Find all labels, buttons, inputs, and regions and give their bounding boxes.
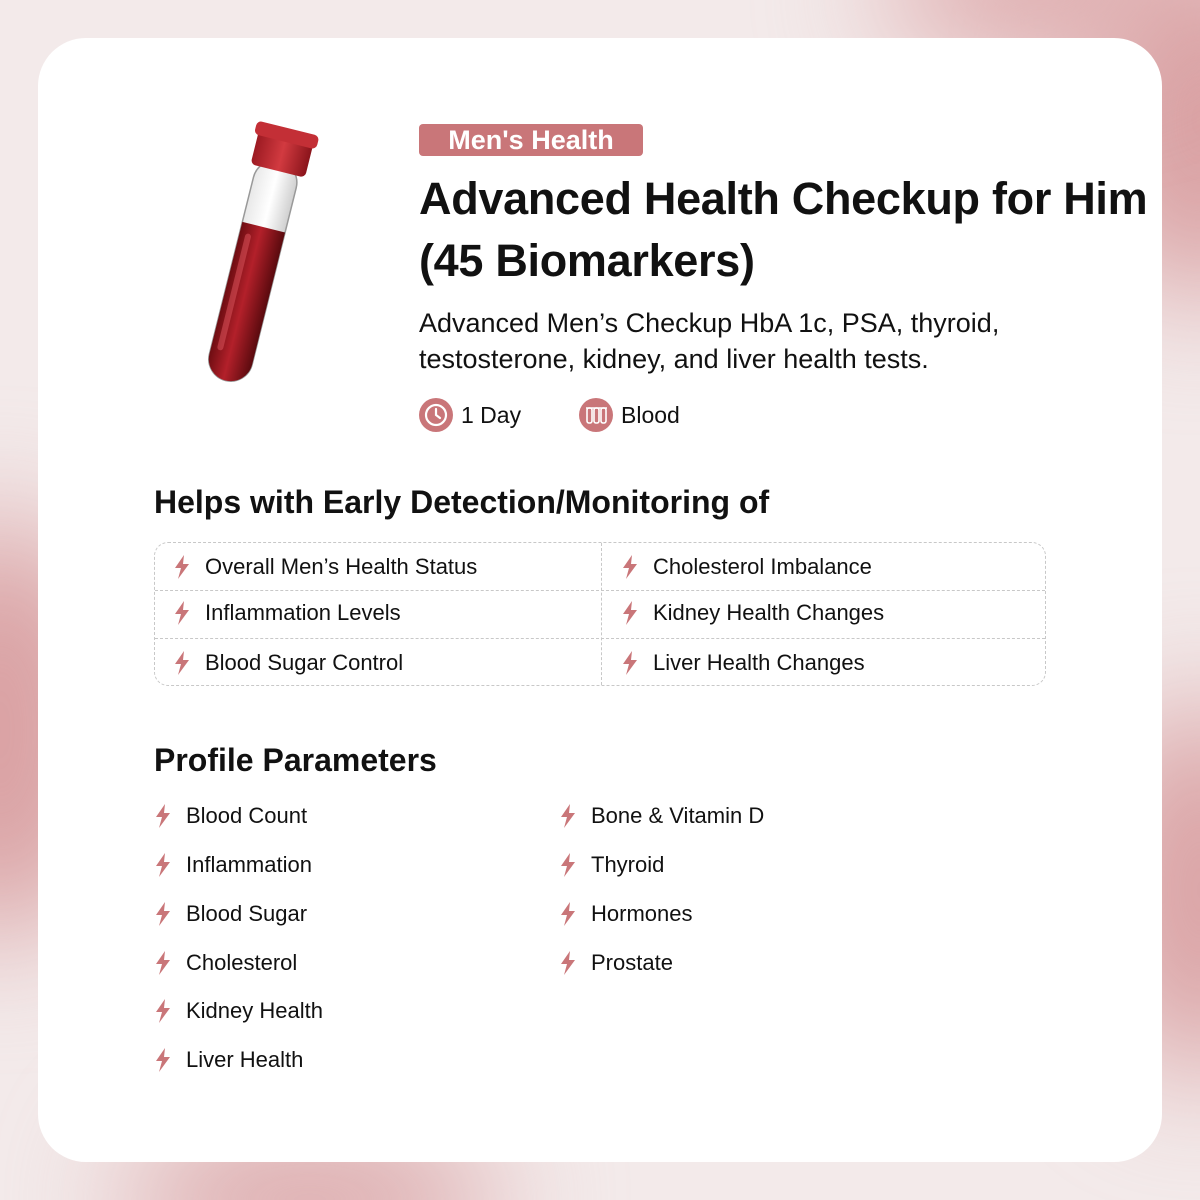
- category-badge: Men's Health: [419, 124, 643, 156]
- profile-parameter: Thyroid: [559, 849, 664, 881]
- profile-parameter: Bone & Vitamin D: [559, 800, 764, 832]
- product-title: [419, 168, 1159, 292]
- profile-parameter: Hormones: [559, 898, 692, 930]
- profile-parameter: Blood Count: [154, 800, 307, 832]
- profile-parameter: Liver Health: [154, 1044, 303, 1076]
- profile-parameter: Prostate: [559, 947, 673, 979]
- detection-item: Liver Health Changes: [621, 643, 865, 683]
- lightning-bolt-icon: [154, 1048, 172, 1072]
- profile-parameter: Inflammation: [154, 849, 312, 881]
- lightning-bolt-icon: [154, 902, 172, 926]
- grid-divider: [155, 590, 1045, 591]
- lightning-bolt-icon: [559, 804, 577, 828]
- product-description: [419, 305, 1119, 377]
- sample-type-info: [579, 398, 680, 432]
- description-line: Advanced Men’s Checkup HbA 1c, PSA, thyroid,: [419, 308, 1000, 338]
- profile-parameter: Cholesterol: [154, 947, 297, 979]
- sample-type-label: Blood: [621, 401, 680, 428]
- lightning-bolt-icon: [559, 951, 577, 975]
- description-line: testosterone, kidney, and liver health tests.: [419, 344, 929, 374]
- lightning-bolt-icon: [621, 651, 639, 675]
- lightning-bolt-icon: [154, 853, 172, 877]
- clock-icon: [419, 398, 453, 432]
- lightning-bolt-icon: [154, 804, 172, 828]
- detection-grid: [154, 542, 1046, 686]
- detection-item: Kidney Health Changes: [621, 593, 884, 633]
- lightning-bolt-icon: [559, 902, 577, 926]
- profile-parameter: Kidney Health: [154, 995, 323, 1027]
- lightning-bolt-icon: [173, 601, 191, 625]
- grid-divider: [601, 543, 602, 685]
- profile-heading: Profile Parameters: [154, 742, 437, 778]
- lightning-bolt-icon: [559, 853, 577, 877]
- lightning-bolt-icon: [621, 601, 639, 625]
- detection-heading: Helps with Early Detection/Monitoring of: [154, 484, 770, 520]
- grid-divider: [155, 638, 1045, 639]
- product-title-line: (45 Biomarkers): [419, 235, 755, 286]
- test-tubes-icon: [579, 398, 613, 432]
- lightning-bolt-icon: [173, 555, 191, 579]
- lightning-bolt-icon: [173, 651, 191, 675]
- lightning-bolt-icon: [154, 951, 172, 975]
- detection-item: Overall Men’s Health Status: [173, 547, 477, 587]
- lightning-bolt-icon: [621, 555, 639, 579]
- turnaround-info: [419, 398, 521, 432]
- turnaround-label: 1 Day: [461, 401, 522, 428]
- lightning-bolt-icon: [154, 999, 172, 1023]
- profile-parameter: Blood Sugar: [154, 898, 307, 930]
- product-title-line: Advanced Health Checkup for Him: [419, 173, 1148, 224]
- detection-item: Inflammation Levels: [173, 593, 401, 633]
- blood-test-tube-image: [160, 118, 350, 398]
- detection-item: Blood Sugar Control: [173, 643, 403, 683]
- detection-item: Cholesterol Imbalance: [621, 547, 872, 587]
